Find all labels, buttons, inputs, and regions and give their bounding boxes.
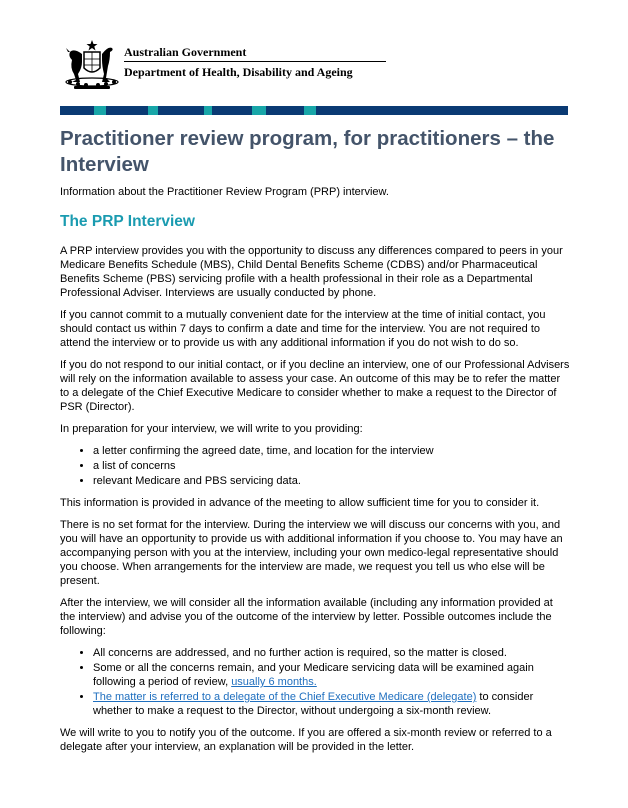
list-item: • relevant Medicare and PBS servicing data. (93, 474, 570, 488)
color-bar-segment (212, 106, 252, 115)
color-bar-segment (316, 106, 568, 115)
color-bar-segment (252, 106, 266, 115)
coat-of-arms-icon (60, 38, 124, 90)
color-bar-segment (106, 106, 148, 115)
color-bar-segment (204, 106, 212, 115)
intro-text: Information about the Practitioner Review Program (PRP) interview. (60, 186, 389, 198)
paragraph-4: In preparation for your interview, we will write to you providing: (60, 423, 363, 435)
paragraph-2: If you cannot commit to a mutually convenient date for the interview at the time of initial contact, you should contact us within 7 days to confirm a date and time for the interview. You are not required to attend the interview or to provide us with any additional information if you do not wish to do so. (60, 309, 546, 349)
list-item: • a letter confirming the agreed date, time, and location for the interview (93, 444, 570, 458)
list-item: • a list of concerns (93, 459, 570, 473)
delegate-link[interactable]: The matter is referred to a delegate of the Chief Executive Medicare (delegate) (93, 691, 477, 703)
paragraph-3: If you do not respond to our initial contact, or if you decline an interview, one of our Professional Advisers will rely on the information available to assess your case. An outcome of this may be to refer the matter to a delegate of the Chief Executive Medicare to consider whether to make a request to the Director of PSR (Director). (60, 359, 570, 413)
section-heading: The PRP Interview (60, 213, 195, 230)
paragraph-6: There is no set format for the interview. During the interview we will discuss our concerns with you, and you will have an opportunity to provide us with additional information if you choose to. You may have an accompanying person with you at the interview, including your own medico-legal representative should you choose. When arrangements for the interview are made, we request you tell us who else will be present. (60, 519, 563, 587)
paragraph-8: We will write to you to notify you of the outcome. If you are offered a six-month review or referred to a delegate after your interview, an explanation will be provided in the letter. (60, 727, 552, 753)
header-divider (124, 61, 386, 62)
list-item (93, 690, 570, 718)
government-header (60, 38, 400, 90)
six-months-link[interactable]: usually 6 months. (231, 676, 317, 688)
paragraph-5: This information is provided in advance of the meeting to allow sufficient time for you to consider it. (60, 497, 540, 509)
color-bar-segment (304, 106, 316, 115)
department-name: Department of Health, Disability and Ageing (124, 65, 353, 79)
page-title: Practitioner review program, for practitioners – the Interview (60, 127, 555, 176)
outcome-text: Some or all the concerns remain, and your Medicare servicing data will be examined again following a period of review, (93, 662, 534, 688)
government-name: Australian Government (124, 45, 247, 59)
color-bar-segment (266, 106, 304, 115)
color-bar-segment (148, 106, 158, 115)
outcome-text: to consider whether to make a request to the Director, without undergoing a six-month review. (93, 691, 534, 717)
paragraph-1: A PRP interview provides you with the opportunity to discuss any differences compared to peers in your Medicare Benefits Schedule (MBS), Child Dental Benefits Scheme (CDBS) and/or Pharmaceutical Benefits Scheme (PBS) servicing profile with a health professional in their role as a Departmental Professional Adviser. Interviews are usually conducted by phone. (60, 245, 563, 299)
color-bar-segment (94, 106, 106, 115)
color-bar-segment (60, 106, 94, 115)
list-item: • All concerns are addressed, and no further action is required, so the matter is closed. (93, 646, 570, 660)
color-bar-segment (158, 106, 204, 115)
decorative-color-bar (60, 106, 568, 115)
document-body (60, 244, 570, 762)
outcomes-list (60, 646, 570, 718)
list-item (93, 661, 570, 689)
preparation-list (60, 444, 570, 488)
paragraph-7: After the interview, we will consider all the information available (including any information provided at the interview) and advise you of the outcome of the interview by letter. Possible outcomes include the following: (60, 597, 553, 637)
